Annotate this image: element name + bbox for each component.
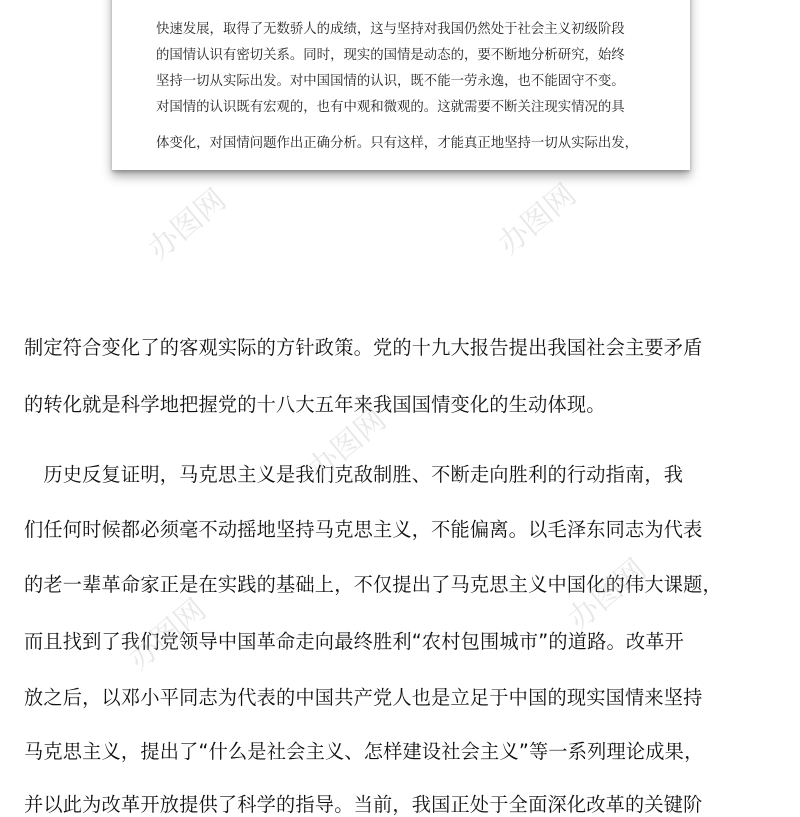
watermark: 办图网 xyxy=(491,177,583,263)
body-text-line: 并以此为改革开放提供了科学的指导。当前，我国正处于全面深化改革的关键阶 xyxy=(24,793,703,816)
body-text-line: 马克思主义，提出了“什么是社会主义、怎样建设社会主义”等一系列理论成果， xyxy=(24,740,704,763)
body-text-line: 而且找到了我们党领导中国革命走向最终胜利“农村包围城市”的道路。改革开 xyxy=(24,630,685,653)
card-text-line: 对国情的认识既有宏观的，也有中观和微观的。这就需要不断关注现实情况的具 xyxy=(156,100,625,115)
body-text-line: 放之后，以邓小平同志为代表的中国共产党人也是立足于中国的现实国情来坚持 xyxy=(24,686,703,709)
watermark: 办图网 xyxy=(301,402,393,488)
body-text-line: 的老一辈革命家正是在实践的基础上，不仅提出了马克思主义中国化的伟大课题， xyxy=(24,573,722,596)
watermark: 办图网 xyxy=(141,182,233,268)
card-text-line: 快速发展，取得了无数骄人的成绩，这与坚持对我国仍然处于社会主义初级阶段 xyxy=(156,22,625,37)
card-text-line: 的国情认识有密切关系。同时，现实的国情是动态的，要不断地分析研究，始终 xyxy=(156,48,625,63)
card-text-line: 体变化，对国情问题作出正确分析。只有这样，才能真正地坚持一切从实际出发， xyxy=(156,136,639,151)
body-text-line: 们任何时候都必须毫不动摇地坚持马克思主义，不能偏离。以毛泽东同志为代表 xyxy=(24,518,703,541)
watermark: 办图网 xyxy=(121,592,213,678)
body-text-line: 制定符合变化了的客观实际的方针政策。党的十九大报告提出我国社会主要矛盾 xyxy=(24,336,703,359)
card-text-line: 坚持一切从实际出发。对中国国情的认识，既不能一劳永逸，也不能固守不变。 xyxy=(156,74,625,89)
body-text-line: 的转化就是科学地把握党的十八大五年来我国国情变化的生动体现。 xyxy=(24,393,606,416)
watermark: 办图网 xyxy=(561,552,653,638)
document-card xyxy=(112,0,690,170)
body-text-line: 历史反复证明，马克思主义是我们克敌制胜、不断走向胜利的行动指南，我 xyxy=(24,463,684,486)
